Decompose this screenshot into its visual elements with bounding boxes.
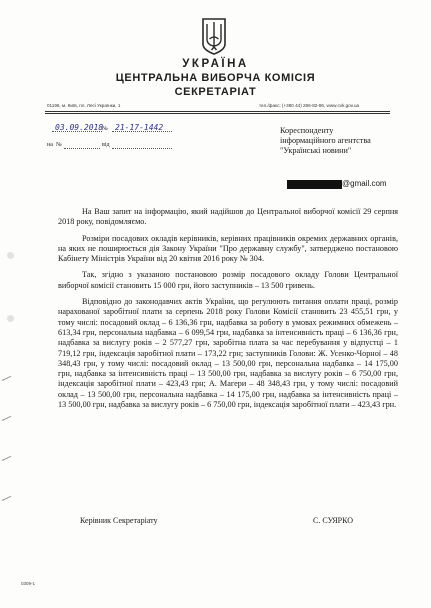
trident-emblem-icon [201,17,227,55]
body-paragraph: Відповідно до законодавчих актів України, що регулюють питання оплати праці, розмір нарахованої заробітної плати за серпень 2018 року Голови Комісії становить 23 455,51 грн, у тому числі: посадовий оклад – 6 136,36 грн, надбавка за роботу в умовах режимних обмежень – 613,34 грн, персональна надбавка – 6 099,54 грн, надбавка за інтенсивність праці – 6 136,36 грн, надбавка за вислугу років – 2 577,27 грн, заробітна плата за час перебування у відпустці – 1 719,12 грн, індексація заробітної плати – 173,22 грн; заступників Голови: Ж. Усенко-Чорної – 48 348,43 грн, у тому числі: посадовий оклад – 13 500,00 грн, персональна надбавка – 14 175,00 грн, надбавка за інтенсивність праці – 13 500,00 грн, надбавка за вислугу років – 6 750,00 грн, індексація заробітної плати – 423,43 грн; А. Магери – 48 348,43 грн, у тому числі: посадовий оклад – 13 500,00 грн, персональна надбавка – 14 175,00 грн, надбавка за інтенсивність праці – 13 500,00 грн, надбавка за вислугу років – 6 750,00 грн, індексація заробітної плати – 423,43 грн. [58,297,398,410]
scan-mark [2,376,11,381]
date-line [52,131,102,132]
scan-mark [2,456,11,461]
redacted-email-local-part [287,180,342,189]
punch-hole [7,252,14,259]
reply-to-date-label: від [102,142,110,148]
body-paragraph: Так, згідно з указаною постановою розмір посадового окладу Голови Центральної виборчої комісії становить 15 000 грн, його заступників – 13 500 гривень. [58,270,398,290]
reply-to-number-prefix: № [56,142,62,148]
reply-number-line [64,148,100,149]
punch-hole [7,315,14,322]
signatory-position: Керівник Секретаріату [80,516,158,525]
number-line [112,131,172,132]
department-heading: СЕКРЕТАРІАТ [174,86,257,98]
addressee-email-domain: @gmail.com [342,179,387,188]
addressee-line: Кореспонденту [280,126,334,135]
body-paragraph: На Ваш запит на інформацію, який надійшов до Центральної виборчої комісії 29 серпня 2018 року, повідомляємо. [58,207,398,227]
letter-body [58,207,398,416]
reply-to-label: на [47,142,53,148]
scan-mark [2,496,11,501]
form-code: 0309-1 [21,581,36,586]
reply-date-line [112,148,172,149]
header-rule-secondary [45,113,390,114]
signatory-name: С. СУЯРКО [313,516,354,525]
header-rule [45,111,390,112]
registration-date: 03.09.2018 [55,123,104,132]
registration-number-prefix: № [102,126,108,132]
registration-number: 21-17-1442 [115,123,164,132]
addressee-block [280,126,371,156]
header-contacts: тел./факс: (+380 44) 286-82-86, www.cvk.gov.ua [259,103,360,108]
body-paragraph: Розміри посадових окладів керівників, керівних працівників окремих державних органів, на яких не поширюється дія Закону України "Про державну службу", затверджено постановою Кабінету Міністрів України від 20 квітня 2016 року № 304. [58,233,398,264]
country-heading: УКРАЇНА [182,58,249,70]
scan-mark [2,416,11,421]
addressee-line: інформаційного агентства [280,136,371,145]
addressee-line: "Українські новини" [280,146,352,155]
header-address: 01196, м. Київ, пл. Лесі Українки, 1 [47,103,121,108]
institution-heading: ЦЕНТРАЛЬНА ВИБОРЧА КОМІСІЯ [115,72,316,84]
